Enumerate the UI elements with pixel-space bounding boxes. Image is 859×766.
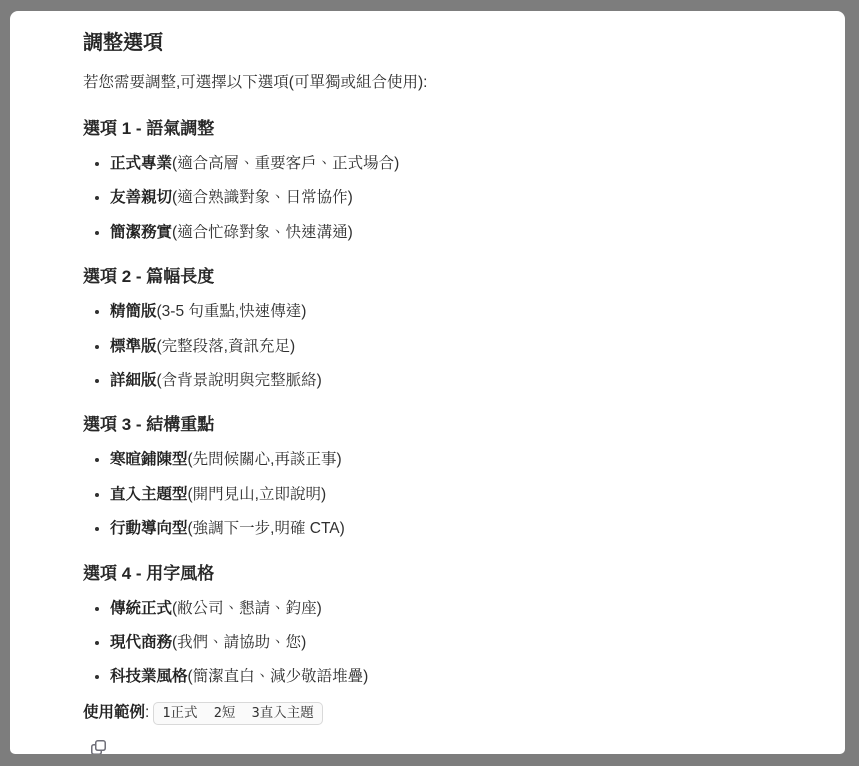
intro-text: 若您需要調整,可選擇以下選項(可單獨或組合使用): (83, 74, 428, 91)
item-desc: (適合忙碌對象、快速溝通) (172, 223, 353, 241)
item-term: 行動導向型 (110, 520, 188, 538)
list-item (110, 633, 821, 652)
item-desc: (3-5 句重點,快速傳達) (156, 303, 307, 321)
item-term: 現代商務 (110, 634, 173, 652)
page-title: 調整選項 (83, 32, 163, 54)
item-desc: (開門見山,立即說明) (187, 485, 327, 503)
item-term: 科技業風格 (110, 668, 188, 686)
option-list-3 (83, 450, 821, 538)
item-desc: (強調下一步,明確 CTA) (187, 520, 345, 538)
list-item (110, 154, 821, 173)
item-desc: (敝公司、懇請、鈞座) (172, 599, 322, 617)
usage-example-line (83, 702, 821, 724)
item-desc: (先問候關心,再談正事) (187, 451, 342, 469)
message-card (10, 11, 845, 754)
item-desc: (適合熟識對象、日常協作) (172, 189, 353, 207)
option-list-4 (83, 599, 821, 687)
list-item (110, 485, 821, 504)
copy-button[interactable] (87, 736, 110, 754)
list-item (110, 223, 821, 242)
section-heading-2: 選項 2 - 篇幅長度 (83, 267, 215, 287)
item-term: 詳細版 (110, 371, 157, 389)
list-item (110, 450, 821, 469)
option-list-2 (83, 302, 821, 390)
item-term: 標準版 (110, 337, 157, 355)
item-desc: (含背景說明與完整脈絡) (156, 371, 322, 389)
item-term: 精簡版 (110, 303, 157, 321)
copy-icon (89, 738, 108, 754)
item-term: 友善親切 (110, 189, 173, 207)
list-item (110, 599, 821, 618)
item-term: 寒暄鋪陳型 (110, 451, 188, 469)
usage-label: 使用範例 (83, 703, 146, 721)
list-item (110, 371, 821, 390)
item-term: 簡潔務實 (110, 223, 173, 241)
list-item (110, 519, 821, 538)
list-item (110, 188, 821, 207)
list-item (110, 337, 821, 356)
section-heading-4: 選項 4 - 用字風格 (83, 563, 215, 583)
option-list-1 (83, 154, 821, 242)
usage-colon: : (145, 703, 150, 721)
list-item (110, 667, 821, 686)
item-term: 正式專業 (110, 155, 173, 173)
item-desc: (適合高層、重要客戶、正式場合) (172, 155, 400, 173)
usage-code: 1正式 2短 3直入主題 (153, 702, 322, 725)
section-heading-1: 選項 1 - 語氣調整 (83, 118, 215, 138)
item-desc: (完整段落,資訊充足) (156, 337, 296, 355)
item-desc: (簡潔直白、減少敬語堆疊) (187, 668, 369, 686)
item-desc: (我們、請協助、您) (172, 634, 307, 652)
list-item (110, 302, 821, 321)
section-heading-3: 選項 3 - 結構重點 (83, 415, 215, 435)
item-term: 直入主題型 (110, 485, 188, 503)
item-term: 傳統正式 (110, 599, 173, 617)
